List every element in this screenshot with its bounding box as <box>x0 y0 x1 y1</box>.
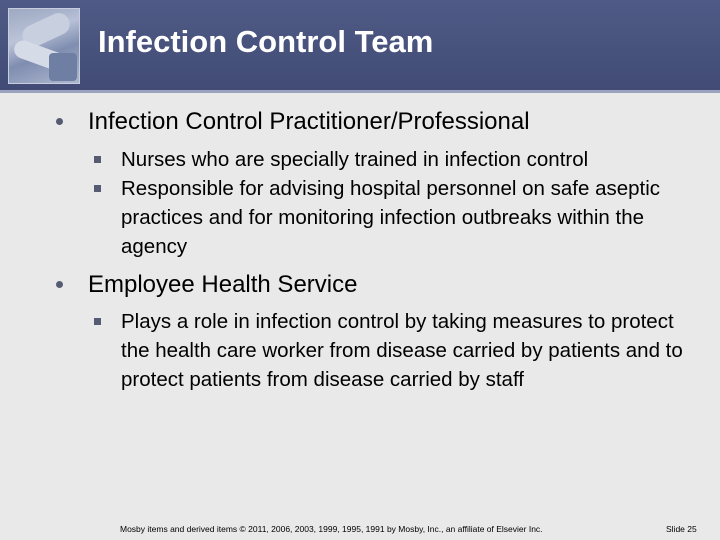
sub-bullet-text: Responsible for advising hospital personnel on safe aseptic practices and for monitoring infection outbreaks within the agency <box>121 177 661 258</box>
sub-bullet-item <box>121 145 691 174</box>
slide-number: Slide 25 <box>666 524 697 534</box>
slide-title: Infection Control Team <box>98 24 434 59</box>
copyright-text: Mosby items and derived items © 2011, 2006, 2003, 1999, 1995, 1991 by Mosby, Inc., an affiliate of Elsevier Inc. <box>120 524 543 534</box>
sub-bullet-item <box>121 174 691 261</box>
sub-bullet-text: Plays a role in infection control by taking measures to protect the health care worker from disease carried by patients and to protect patients from disease carried by staff <box>121 310 683 391</box>
bullet-item <box>88 271 357 299</box>
sleeve-shape <box>49 53 77 81</box>
bullet-icon <box>56 281 63 288</box>
sub-bullet-icon <box>94 156 101 163</box>
bullet-item <box>88 108 530 136</box>
bullet-text: Infection Control Practitioner/Professional <box>88 108 530 135</box>
header-divider <box>0 90 720 93</box>
bullet-icon <box>56 118 63 125</box>
bullet-text: Employee Health Service <box>88 271 358 298</box>
sub-bullet-item <box>121 307 696 394</box>
sub-bullet-text: Nurses who are specially trained in infection control <box>121 148 589 171</box>
sub-bullet-icon <box>94 318 101 325</box>
sub-bullet-icon <box>94 185 101 192</box>
hands-photo <box>8 8 80 84</box>
